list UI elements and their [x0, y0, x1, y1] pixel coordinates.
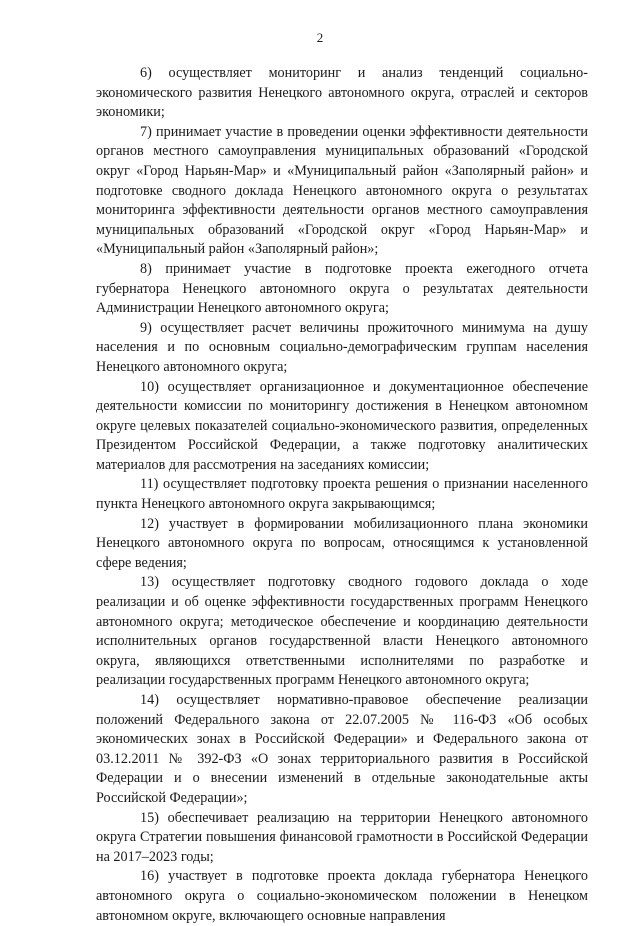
paragraph-item-7: 7) принимает участие в проведении оценки эффективности деятельности органов местного самоуправления муниципальных образований «Городской округ «Город Нарьян-Мар» и «Муниципальный район «Заполярный район» и подготовке сводного доклада Ненецкого автономного округа о результатах мониторинга эффективности деятельности органов местного самоуправления муниципальных образований «Городской округ «Город Нарьян-Мар» и «Муниципальный район «Заполярный район»; — [96, 123, 588, 258]
document-body — [96, 64, 588, 926]
paragraph-item-8: 8) принимает участие в подготовке проекта ежегодного отчета губернатора Ненецкого автономного округа о результатах деятельности Администрации Ненецкого автономного округа; — [96, 260, 588, 317]
paragraph-item-14: 14) осуществляет нормативно-правовое обеспечение реализации положений Федерального закона от 22.07.2005 № 116-ФЗ «Об особых экономических зонах в Российской Федерации» и Федерального закона от 03.12.2011 № 392-ФЗ «О зонах территориального развития в Российской Федерации и о внесении изменений в отдельные законодательные акты Российской Федерации»; — [96, 692, 588, 806]
paragraph-item-16: 16) участвует в подготовке проекта доклада губернатора Ненецкого автономного округа о социально-экономическом положении в Ненецком автономном округе, включающего основные направления — [96, 868, 588, 924]
paragraph-item-9: 9) осуществляет расчет величины прожиточного минимума на душу населения и по основным социально-демографическим группам населения Ненецкого автономного округа; — [96, 319, 588, 375]
paragraph-item-6: 6) осуществляет мониторинг и анализ тенденций социально-экономического развития Ненецкого автономного округа, отраслей и секторов экономики; — [96, 65, 588, 121]
paragraph-item-12: 12) участвует в формировании мобилизационного плана экономики Ненецкого автономного округа по вопросам, относящимся к установленной сфере ведения; — [96, 515, 588, 571]
page-number: 2 — [316, 30, 324, 45]
paragraph-item-15: 15) обеспечивает реализацию на территории Ненецкого автономного округа Стратегии повышения финансовой грамотности в Российской Федерации на 2017–2023 годы; — [96, 809, 588, 865]
paragraph-item-11: 11) осуществляет подготовку проекта решения о признании населенного пункта Ненецкого автономного округа закрывающимся; — [96, 476, 588, 513]
paragraph-item-13: 13) осуществляет подготовку сводного годового доклада о ходе реализации и об оценке эффективности государственных программ Ненецкого автономного округа; методическое обеспечение и координацию деятельности исполнительных органов государственной власти Ненецкого автономного округа, являющихся ответственными исполнителями по разработке и реализации государственных программ Ненецкого автономного округа; — [96, 574, 588, 689]
paragraph-item-10: 10) осуществляет организационное и документационное обеспечение деятельности комиссии по мониторингу достижения в Ненецком автономном округе целевых показателей социально-экономического развития, определенных Президентом Российской Федерации, а также подготовку аналитических материалов для рассмотрения на заседаниях комиссии; — [96, 378, 588, 473]
